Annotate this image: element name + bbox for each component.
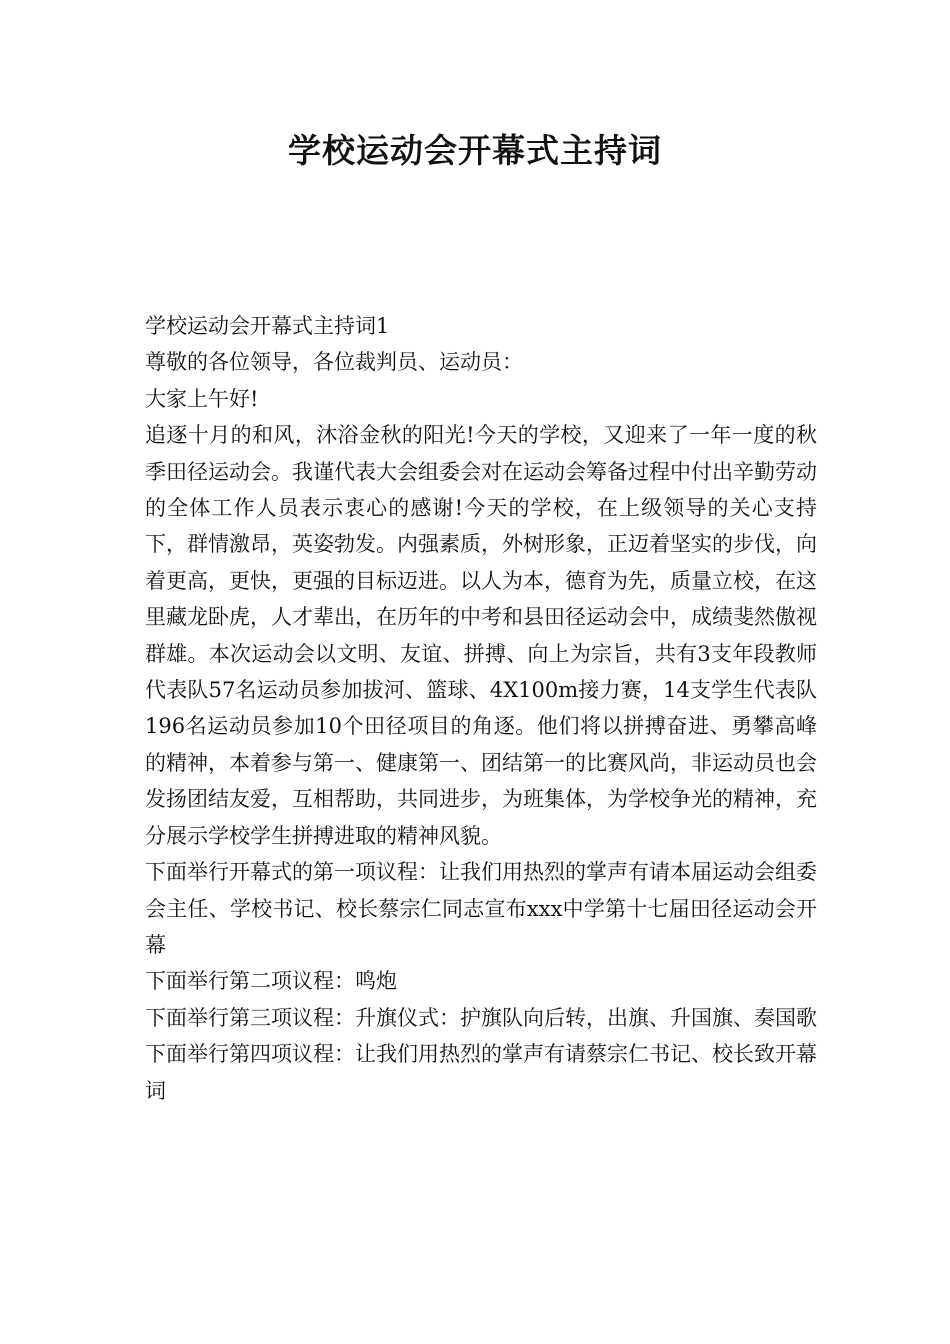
salutation: 尊敬的各位领导，各位裁判员、运动员： [145, 350, 523, 375]
greeting: 大家上午好! [145, 386, 259, 411]
opening-paragraph: 追逐十月的和风，沐浴金秋的阳光!今天的学校，又迎来了一年一度的秋季田径运动会。我谨代表大会组委会对在运动会筹备过程中付出辛勤劳动的全体工作人员表示衷心的感谢!今天的学校，在上级领导的关心支持下，群情激昂，英姿勃发。内强素质，外树形象，正迈着坚实的步伐，向着更高，更快，更强的目标迈进。以人为本，德育为先，质量立校，在这里藏龙卧虎，人才辈出，在历年的中考和县田径运动会中，成绩斐然傲视群雄。本次运动会以文明、友谊、拼搏、向上为宗旨，共有3支年段教师代表队57名运动员参加拔河、篮球、4X100m接力赛，14支学生代表队196名运动员参加10个田径项目的角逐。他们将以拼搏奋进、勇攀高峰的精神，本着参与第一、健康第一、团结第一的比赛风尚，非运动员也会发扬团结友爱，互相帮助，共同进步，为班集体，为学校争光的精神，充分展示学校学生拼搏进取的精神风貌。 [145, 423, 817, 848]
section-heading: 学校运动会开幕式主持词1 [145, 314, 390, 338]
document-title: 学校运动会开幕式主持词 [288, 131, 662, 170]
agenda-item-2: 下面举行第二项议程：鸣炮 [145, 969, 397, 994]
agenda-item-3: 下面举行第三项议程：升旗仪式：护旗队向后转，出旗、升国旗、奏国歌 [145, 1005, 817, 1030]
agenda-item-4: 下面举行第四项议程：让我们用热烈的掌声有请蔡宗仁书记、校长致开幕词 [145, 1042, 817, 1103]
document-body [145, 308, 817, 1109]
agenda-item-1: 下面举行开幕式的第一项议程：让我们用热烈的掌声有请本届运动会组委会主任、学校书记、校长蔡宗仁同志宣布xxx中学第十七届田径运动会开幕 [145, 860, 817, 957]
